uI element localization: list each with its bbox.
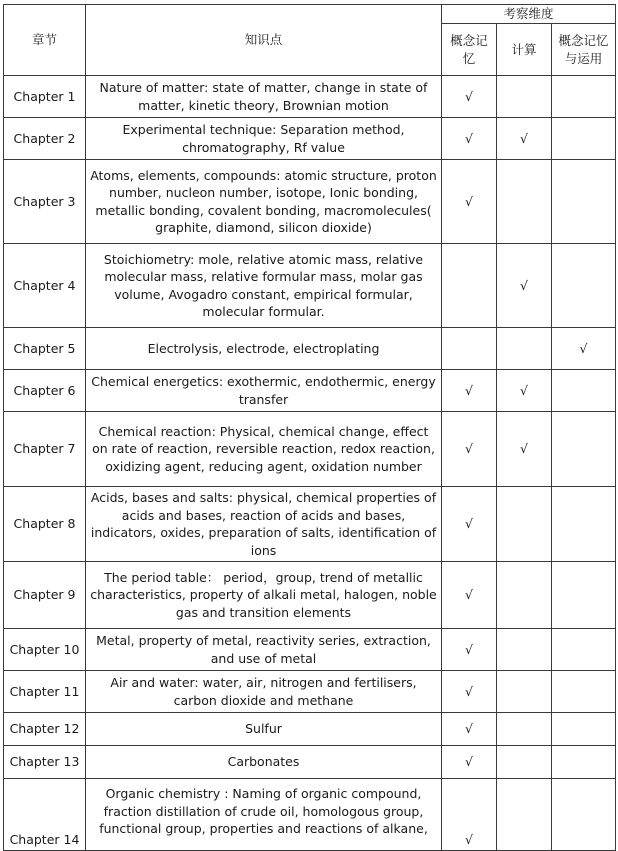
mark-calculation bbox=[497, 160, 552, 244]
mark-concept-memory: √ bbox=[442, 76, 497, 118]
mark-application bbox=[552, 370, 616, 412]
chapter-cell: Chapter 12 bbox=[4, 713, 86, 746]
mark-calculation bbox=[497, 562, 552, 629]
topic-cell: Metal, property of metal, reactivity series, extraction, and use of metal bbox=[86, 629, 442, 671]
table-row bbox=[4, 160, 616, 244]
table-row bbox=[4, 746, 616, 779]
header-dim-calculation: 计算 bbox=[497, 24, 552, 76]
topic-cell: Chemical energetics: exothermic, endothermic, energy transfer bbox=[86, 370, 442, 412]
mark-concept-memory: √ bbox=[442, 713, 497, 746]
table-row bbox=[4, 487, 616, 562]
chapter-cell: Chapter 2 bbox=[4, 118, 86, 160]
mark-calculation: √ bbox=[497, 118, 552, 160]
chapter-cell: Chapter 14 bbox=[4, 779, 86, 851]
mark-calculation bbox=[497, 713, 552, 746]
mark-calculation: √ bbox=[497, 370, 552, 412]
mark-application bbox=[552, 779, 616, 851]
header-dim-concept-memory: 概念记忆 bbox=[442, 24, 497, 76]
topic-cell: Chemical reaction: Physical, chemical change, effect on rate of reaction, reversible reaction, redox reaction, oxidizing agent, reducing agent, oxidation number bbox=[86, 412, 442, 487]
mark-calculation bbox=[497, 671, 552, 713]
mark-calculation bbox=[497, 328, 552, 370]
table-row bbox=[4, 779, 616, 851]
mark-concept-memory: √ bbox=[442, 671, 497, 713]
table-header bbox=[4, 5, 616, 76]
mark-calculation bbox=[497, 746, 552, 779]
topic-cell: Nature of matter: state of matter, change in state of matter, kinetic theory, Brownian motion bbox=[86, 76, 442, 118]
chapter-cell: Chapter 6 bbox=[4, 370, 86, 412]
mark-concept-memory: √ bbox=[442, 118, 497, 160]
mark-concept-memory: √ bbox=[442, 412, 497, 487]
mark-application bbox=[552, 412, 616, 487]
mark-concept-memory: √ bbox=[442, 562, 497, 629]
mark-application bbox=[552, 76, 616, 118]
mark-application bbox=[552, 244, 616, 328]
chapter-cell: Chapter 7 bbox=[4, 412, 86, 487]
chapter-cell: Chapter 5 bbox=[4, 328, 86, 370]
mark-concept-memory: √ bbox=[442, 629, 497, 671]
mark-calculation bbox=[497, 779, 552, 851]
mark-calculation bbox=[497, 76, 552, 118]
topic-cell: Atoms, elements, compounds: atomic structure, proton number, nucleon number, isotope, Ionic bonding, metallic bonding, covalent bonding, macromolecules( graphite, diamond, silicon dioxide) bbox=[86, 160, 442, 244]
topic-cell: Stoichiometry: mole, relative atomic mass, relative molecular mass, relative formular mass, molar gas volume, Avogadro constant, empirical formular, molecular formular. bbox=[86, 244, 442, 328]
table-row bbox=[4, 412, 616, 487]
table-body bbox=[4, 76, 616, 851]
mark-calculation bbox=[497, 487, 552, 562]
mark-concept-memory: √ bbox=[442, 160, 497, 244]
chapter-cell: Chapter 10 bbox=[4, 629, 86, 671]
table-row bbox=[4, 244, 616, 328]
header-dim-application: 概念记忆与运用 bbox=[552, 24, 616, 76]
table-row bbox=[4, 671, 616, 713]
mark-application: √ bbox=[552, 328, 616, 370]
chapter-cell: Chapter 3 bbox=[4, 160, 86, 244]
mark-application bbox=[552, 746, 616, 779]
header-dimension-group: 考察维度 bbox=[442, 5, 616, 24]
mark-application bbox=[552, 562, 616, 629]
topic-cell: Carbonates bbox=[86, 746, 442, 779]
topic-cell: Organic chemistry : Naming of organic compound, fraction distillation of crude oil, homologous group, functional group, properties and reactions of alkane, bbox=[86, 779, 442, 851]
chapter-cell: Chapter 9 bbox=[4, 562, 86, 629]
chapter-cell: Chapter 4 bbox=[4, 244, 86, 328]
mark-concept-memory bbox=[442, 328, 497, 370]
topic-cell: Air and water: water, air, nitrogen and fertilisers, carbon dioxide and methane bbox=[86, 671, 442, 713]
header-topic: 知识点 bbox=[86, 5, 442, 76]
table-row bbox=[4, 713, 616, 746]
mark-application bbox=[552, 160, 616, 244]
mark-application bbox=[552, 487, 616, 562]
mark-application bbox=[552, 629, 616, 671]
mark-application bbox=[552, 118, 616, 160]
header-chapter: 章节 bbox=[4, 5, 86, 76]
mark-application bbox=[552, 713, 616, 746]
topic-cell: The period table： period，group, trend of metallic characteristics, property of alkali metal, halogen, noble gas and transition elements bbox=[86, 562, 442, 629]
syllabus-table bbox=[3, 4, 616, 851]
mark-concept-memory: √ bbox=[442, 746, 497, 779]
topic-cell: Sulfur bbox=[86, 713, 442, 746]
table-row bbox=[4, 328, 616, 370]
mark-concept-memory bbox=[442, 244, 497, 328]
table-row bbox=[4, 562, 616, 629]
topic-cell: Experimental technique: Separation method, chromatography, Rf value bbox=[86, 118, 442, 160]
chapter-cell: Chapter 1 bbox=[4, 76, 86, 118]
table-row bbox=[4, 118, 616, 160]
table-row bbox=[4, 370, 616, 412]
mark-calculation: √ bbox=[497, 412, 552, 487]
topic-cell: Electrolysis, electrode, electroplating bbox=[86, 328, 442, 370]
chapter-cell: Chapter 8 bbox=[4, 487, 86, 562]
mark-application bbox=[552, 671, 616, 713]
table-row bbox=[4, 76, 616, 118]
topic-cell: Acids, bases and salts: physical, chemical properties of acids and bases, reaction of acids and bases, indicators, oxides, preparation of salts, identification of ions bbox=[86, 487, 442, 562]
mark-concept-memory: √ bbox=[442, 779, 497, 851]
chapter-cell: Chapter 13 bbox=[4, 746, 86, 779]
mark-calculation: √ bbox=[497, 244, 552, 328]
chapter-cell: Chapter 11 bbox=[4, 671, 86, 713]
table-row bbox=[4, 629, 616, 671]
mark-concept-memory: √ bbox=[442, 370, 497, 412]
mark-concept-memory: √ bbox=[442, 487, 497, 562]
mark-calculation bbox=[497, 629, 552, 671]
